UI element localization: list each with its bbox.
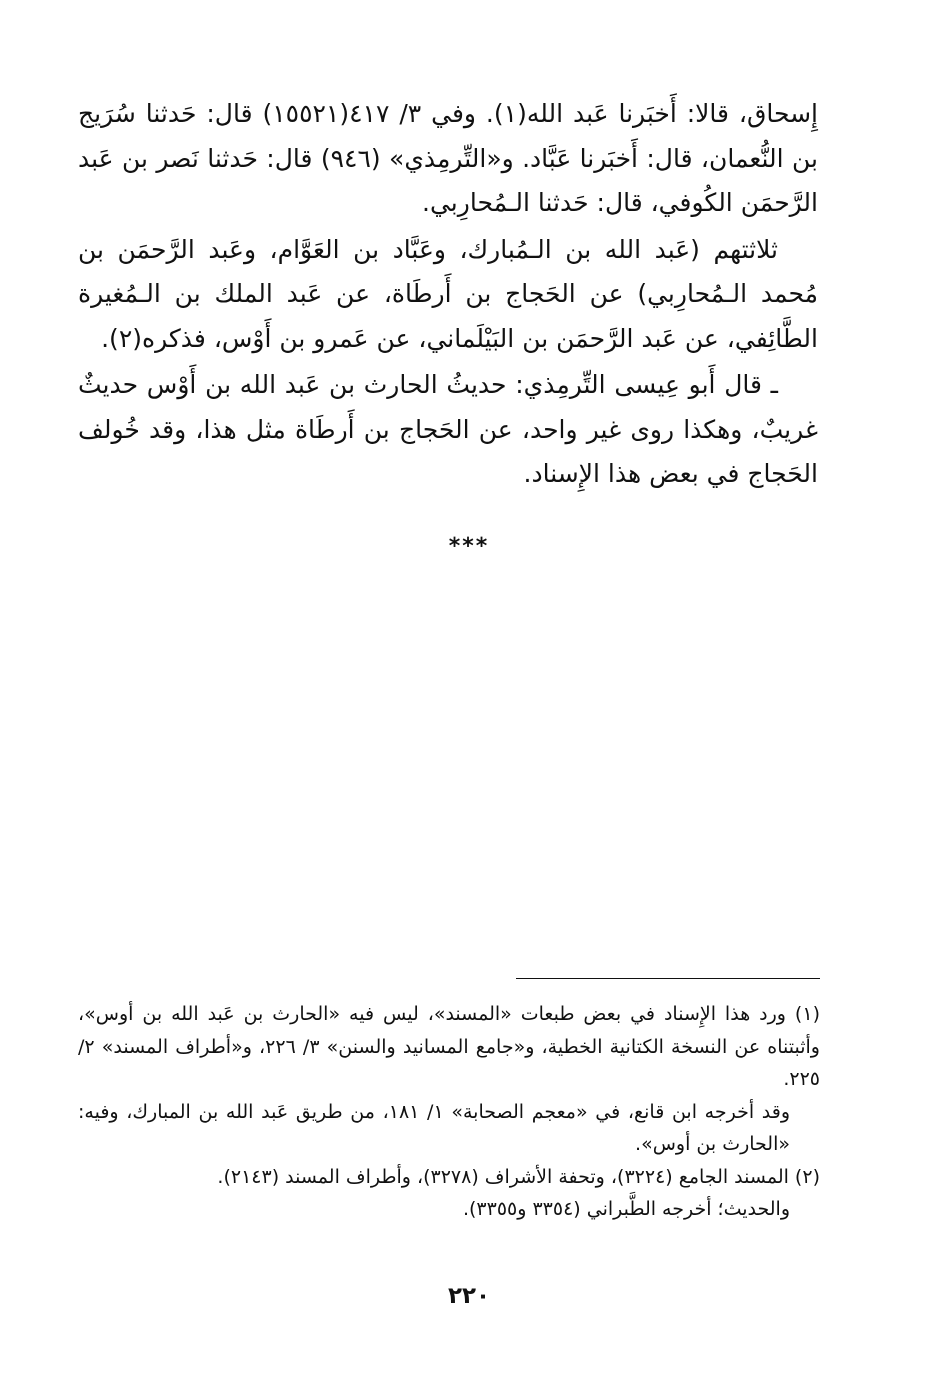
footnote-2: (٢) المسند الجامع (٣٢٢٤)، وتحفة الأشراف (٣٢٧٨)، وأطراف المسند (٢١٤٣). bbox=[217, 1165, 820, 1188]
paragraph-3: ـ قال أَبو عِيسى التِّرمِذي: حديثُ الحارث بن عَبد الله بن أَوْس حديثٌ غريبٌ، وهكذا روى غير واحد، عن الحَجاج بن أَرطَاة مثل هذا، وقد خُولف الحَجاج في بعض هذا الإِسناد. bbox=[78, 370, 818, 488]
page-number: ٢٢٠ bbox=[447, 1283, 491, 1309]
paragraph-2: ثلاثتهم (عَبد الله بن الـمُبارك، وعَبَّاد بن العَوَّام، وعَبد الرَّحمَن بن مُحمد الـمُحارِبي) عن الحَجاج بن أَرطَاة، عن عَبد الملك بن الـمُغيرة الطَّائِفي، عن عَبد الرَّحمَن بن البَيْلَماني، عن عَمرو بن أَوْس، فذكره(٢). bbox=[78, 234, 818, 353]
paragraph-1: إِسحاق، قالا: أَخبَرنا عَبد الله(١). وفي ٣/ ٤١٧(١٥٥٢١) قال: حَدثنا سُرَيج بن النُّعمان، قال: أَخبَرنا عَبَّاد. و«التِّرمِذي» (٩٤٦) قال: حَدثنا نَصر بن عَبد الرَّحمَن الكُوفي، قال: حَدثنا الـمُحارِبي. bbox=[78, 99, 819, 217]
footnote-rule bbox=[516, 978, 820, 979]
footnotes bbox=[78, 998, 820, 1226]
footnote-2-continuation: والحديث؛ أخرجه الطَّبراني (٣٣٥٤ و٣٣٥٥). bbox=[462, 1198, 790, 1220]
footnote-1-continuation: وقد أخرجه ابن قانع، في «معجم الصحابة» ١/ ١٨١، من طريق عَبد الله بن المبارك، وفيه: «الحارث بن أوس». bbox=[78, 1100, 791, 1155]
main-text bbox=[78, 92, 818, 499]
footnote-1: (١) ورد هذا الإِسناد في بعض طبعات «المسند»، ليس فيه «الحارث بن عَبد الله بن أوس»، وأثبتناه عن النسخة الكتانية الخطية، و«جامع المسانيد والسنن» ٣/ ٢٢٦، و«أطراف المسند» ٢/ ٢٢٥. bbox=[78, 1003, 820, 1090]
section-separator: *** bbox=[448, 534, 490, 559]
